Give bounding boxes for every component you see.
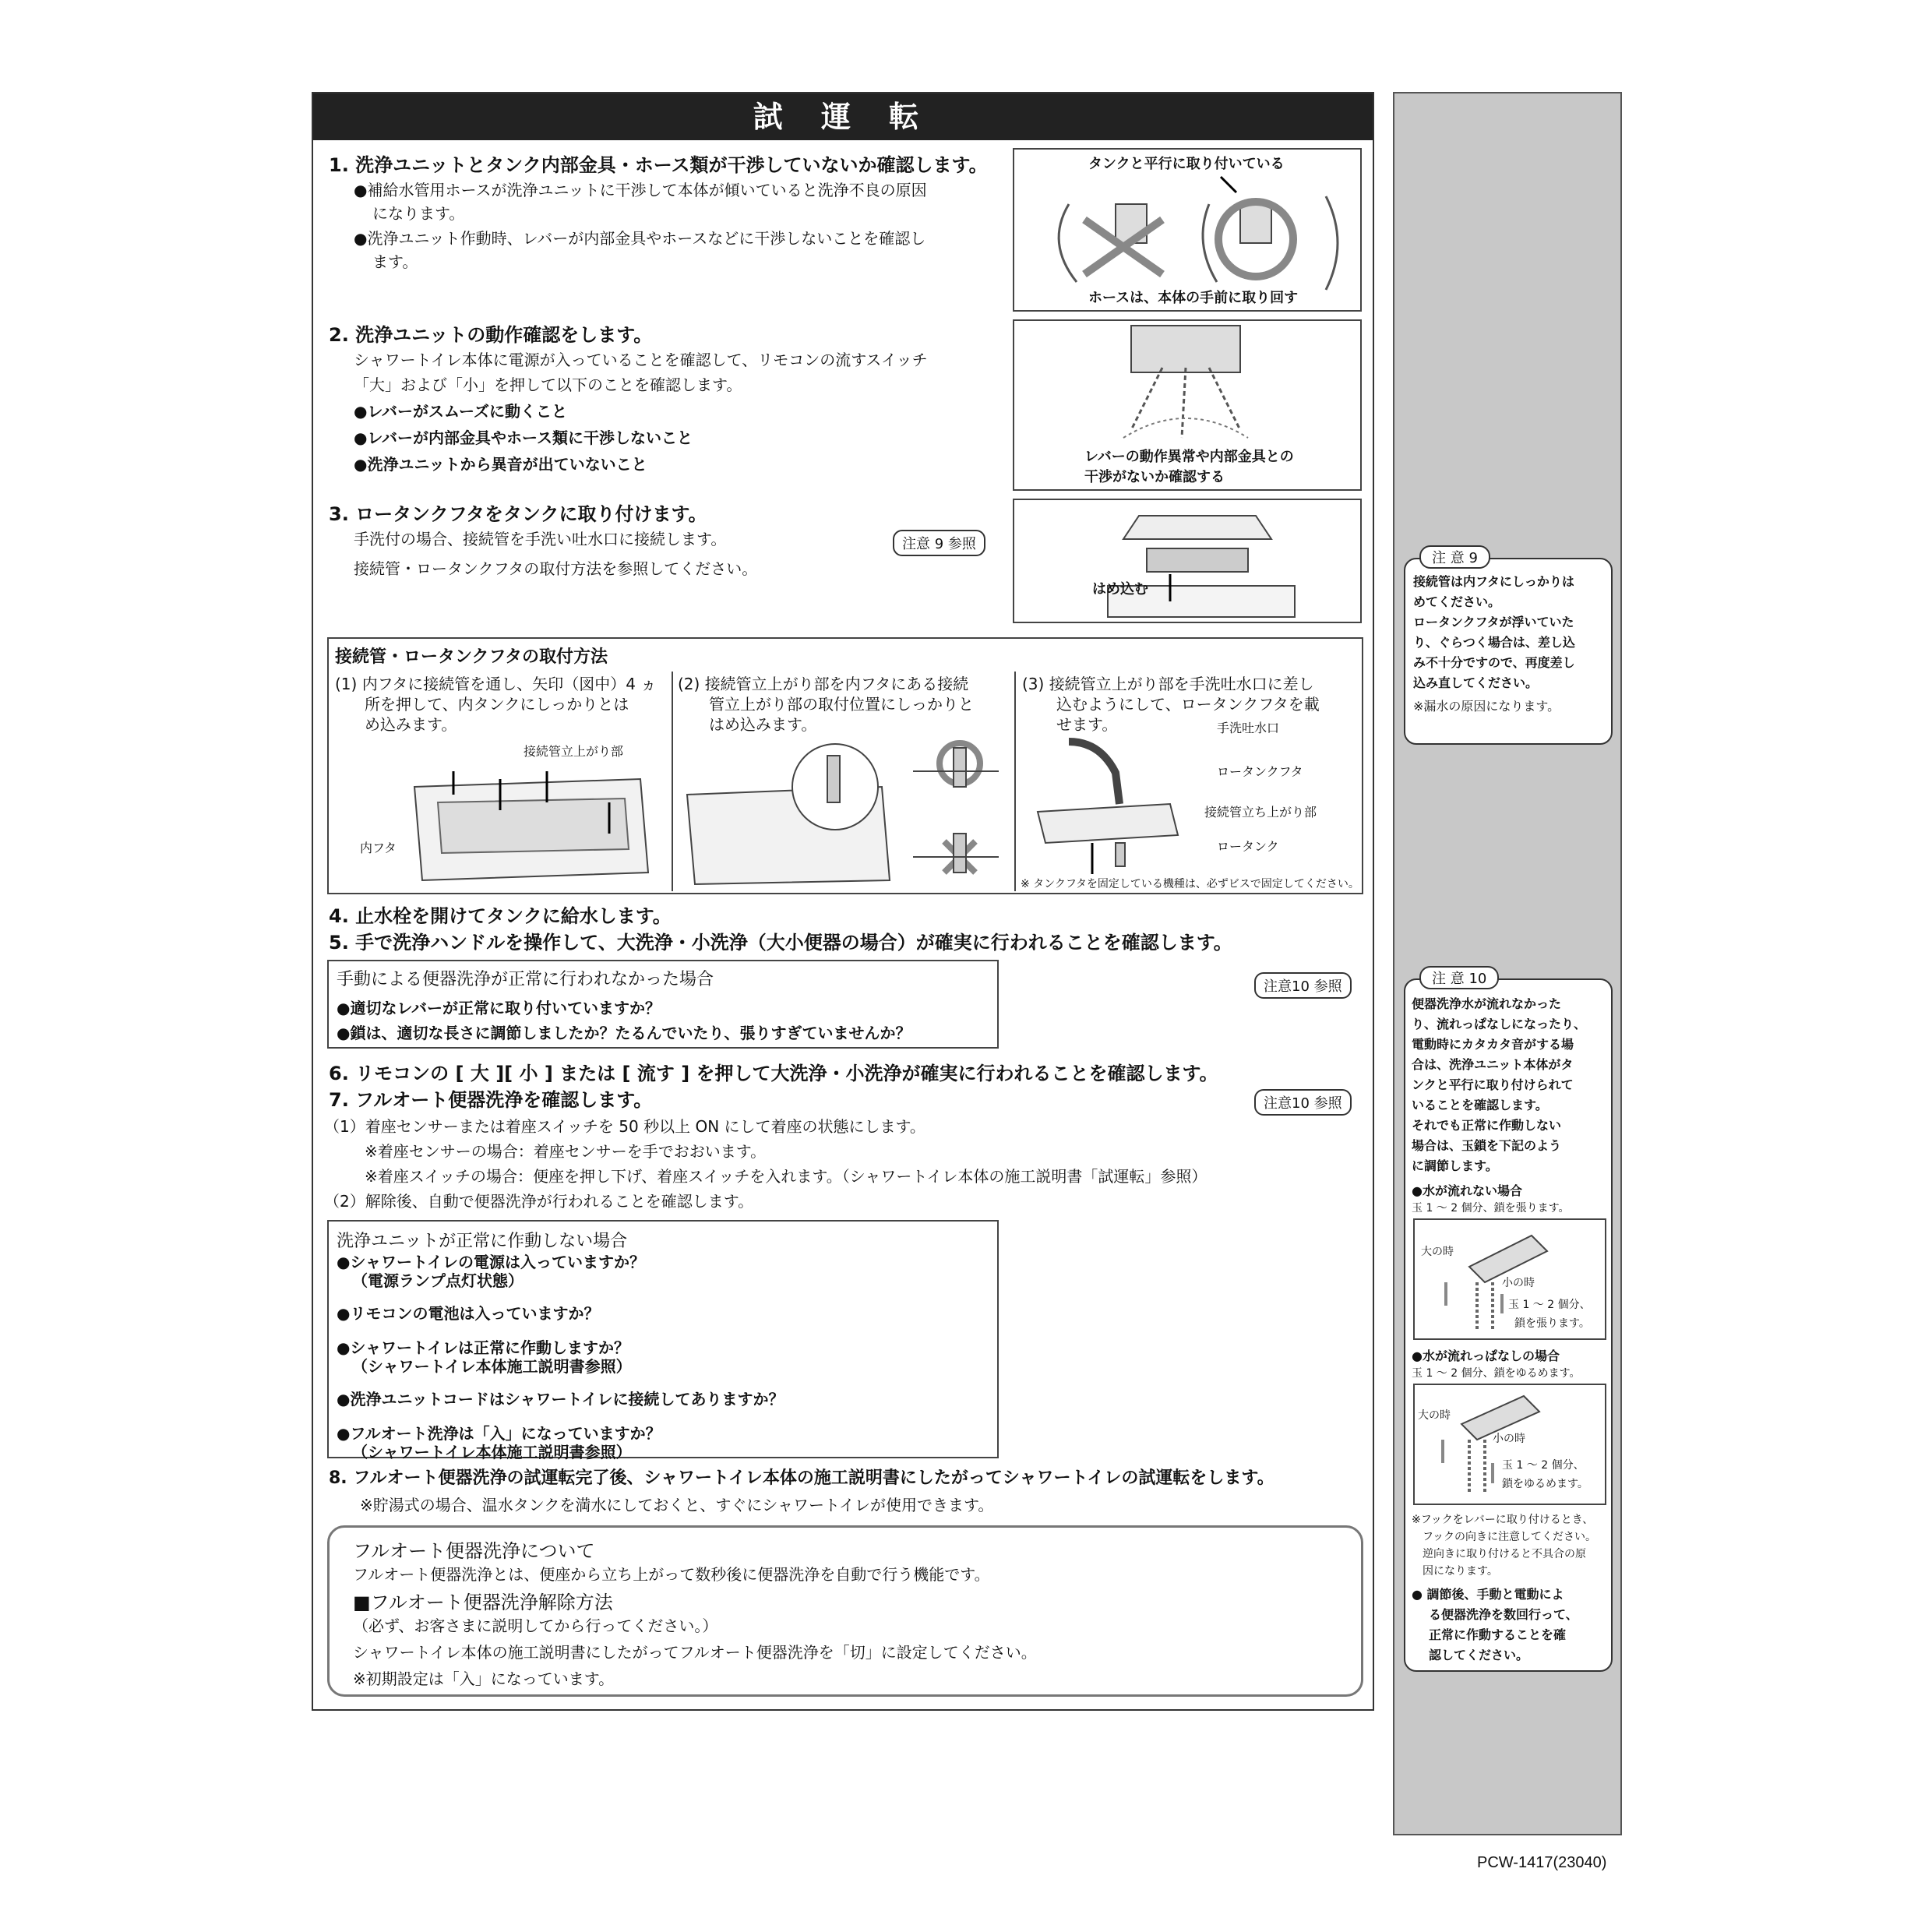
install-c3-line2: 込むようにして、ロータンクフタを載	[1056, 695, 1320, 714]
note10-end4: 認してください。	[1429, 1648, 1529, 1662]
note9-line6: 込み直してください。	[1413, 675, 1539, 690]
step7-ref-note10: 注意10 参照	[1254, 1089, 1352, 1116]
side-notes-column	[1393, 92, 1622, 1835]
note10-case2-title: ●水が流れっぱなしの場合	[1412, 1349, 1560, 1363]
fig-loosen-small: 小の時	[1493, 1433, 1525, 1445]
install-title: 接続管・ロータンクフタの取付方法	[335, 647, 608, 667]
step1-bullet1b: になります。	[372, 204, 465, 223]
note9-tag: 注 意 9	[1419, 545, 1490, 569]
note10-case1-sub: 玉 1 ～ 2 個分、鎖を張ります。	[1412, 1202, 1570, 1215]
unit-box-q1b: （電源ランプ点灯状態）	[352, 1271, 524, 1290]
manual-box-title: 手動による便器洗浄が正常に行われなかった場合	[337, 970, 714, 989]
fullauto-desc: フルオート便器洗浄とは、便座から立ち上がって数秒後に便器洗浄を自動で行う機能です。	[353, 1565, 990, 1584]
unit-box-q4: ●洗浄ユニットコードはシャワートイレに接続してありますか？	[337, 1390, 784, 1408]
step1-bullet2b: ます。	[372, 252, 418, 271]
note10-tag: 注 意 10	[1419, 966, 1499, 989]
unit-box-q1a: ●シャワートイレの電源は入っていますか？	[337, 1253, 646, 1271]
fig2-label1: レバーの動作異常や内部金具との	[1084, 449, 1294, 465]
fig3-label: はめ込む	[1092, 581, 1148, 598]
note10-fig-tighten	[1413, 1218, 1606, 1340]
install-c2-line3: はめ込みます。	[709, 715, 817, 734]
note10-footnote3: 逆向きに取り付けると不具合の原	[1423, 1548, 1586, 1560]
fig2-label2: 干渉がないか確認する	[1084, 469, 1225, 485]
note10-case2-sub: 玉 1 ～ 2 個分、鎖をゆるめます。	[1412, 1367, 1581, 1380]
manual-box-bullet1: ●適切なレバーが正常に取り付いていますか？	[337, 999, 661, 1017]
divider	[672, 672, 673, 891]
step2-bullet1: ●レバーがスムーズに動くこと	[354, 402, 568, 421]
note10-line8: 場合は、玉鎖を下記のよう	[1412, 1138, 1562, 1153]
note10-fig-loosen	[1413, 1384, 1606, 1505]
install-c3-line1: (3) 接続管立上がり部を手洗吐水口に差し	[1022, 675, 1314, 693]
note10-line9: に調節します。	[1412, 1158, 1498, 1173]
step2-heading: 2. 洗浄ユニットの動作確認をします。	[329, 324, 653, 346]
document-code: PCW-1417(23040)	[1477, 1854, 1607, 1871]
install-c3-label-riser: 接続管立ち上がり部	[1204, 805, 1317, 820]
install-c1-label-riser: 接続管立上がり部	[524, 744, 624, 759]
fig-loosen-big: 大の時	[1418, 1409, 1451, 1422]
unit-box-q2: ●リモコンの電池は入っていますか？	[337, 1304, 600, 1323]
fullauto-subtitle: ■フルオート便器洗浄解除方法	[353, 1592, 613, 1613]
note10-line2: り、流れっぱなしになったり、	[1412, 1017, 1587, 1031]
fig1-top-label: タンクと平行に取り付いている	[1088, 156, 1285, 172]
step3-para2: 接続管・ロータンクフタの取付方法を参照してください。	[354, 559, 758, 578]
fig-tighten-small: 小の時	[1502, 1277, 1535, 1289]
fig-tighten-big: 大の時	[1421, 1246, 1454, 1258]
step1-bullet1a: ●補給水管用ホースが洗浄ユニットに干渉して本体が傾いていると洗浄不良の原因	[354, 181, 927, 199]
install-c1-line2: 所を押して、内タンクにしっかりとは	[365, 695, 629, 714]
unit-box-q3a: ●シャワートイレは正常に作動しますか？	[337, 1338, 630, 1357]
step3-ref-note9: 注意 9 参照	[893, 530, 985, 556]
inner-lid-illustration	[407, 756, 656, 888]
step6-text: 6. リモコンの [ 大 ][ 小 ] または [ 流す ] を押して大洗浄・小洗浄が確実に行われることを確認します。	[329, 1063, 1218, 1084]
fullauto-info-box	[327, 1525, 1363, 1697]
note10-end1: ● 調節後、手動と電動によ	[1412, 1587, 1564, 1602]
step7-line1: （1）着座センサーまたは着座スイッチを 50 秒以上 ON にして着座の状態にします。	[324, 1117, 925, 1136]
install-footnote: ※ タンクフタを固定している機種は、必ずビスで固定してください。	[1021, 878, 1359, 890]
unit-box-title: 洗浄ユニットが正常に作動しない場合	[337, 1232, 628, 1251]
note10-end3: 正常に作動することを確	[1429, 1627, 1567, 1642]
install-c3-label-spout: 手洗吐水口	[1217, 721, 1280, 735]
unit-box-q3b: （シャワートイレ本体施工説明書参照）	[352, 1357, 632, 1376]
fullauto-title: フルオート便器洗浄について	[353, 1540, 595, 1562]
lid-fitting-illustration	[1014, 500, 1360, 622]
step5-text: 5. 手で洗浄ハンドルを操作して、大洗浄・小洗浄（大小便器の場合）が確実に行われることを確認します。	[329, 932, 1232, 954]
step1-figure	[1013, 148, 1362, 312]
tank-parallel-illustration	[1014, 150, 1360, 310]
step8-heading: 8. フルオート便器洗浄の試運転完了後、シャワートイレ本体の施工説明書にしたがってシャワートイレの試運転をします。	[329, 1468, 1274, 1488]
step7-line2: ※着座センサーの場合：着座センサーを手でおおいます。	[365, 1142, 767, 1161]
note10-end2: る便器洗浄を数回行って、	[1429, 1607, 1578, 1622]
fig1-bottom-label: ホースは、本体の手前に取り回す	[1088, 290, 1299, 306]
install-c3-label-lid: ロータンクフタ	[1217, 764, 1303, 779]
note10-case1-title: ●水が流れない場合	[1412, 1183, 1522, 1198]
step1-heading: 1. 洗浄ユニットとタンク内部金具・ホース類が干渉していないか確認します。	[329, 154, 988, 176]
note9-line4: り、ぐらつく場合は、差し込	[1413, 635, 1575, 650]
step3-heading: 3. ロータンクフタをタンクに取り付けます。	[329, 503, 707, 525]
divider	[1014, 672, 1016, 891]
install-c3-line3: せます。	[1056, 715, 1118, 734]
step2-bullet3: ●洗浄ユニットから異音が出ていないこと	[354, 455, 647, 474]
step3-figure	[1013, 499, 1362, 623]
install-c2-line2: 管立上がり部の取付位置にしっかりと	[709, 695, 974, 714]
install-c3-label-tank: ロータンク	[1217, 839, 1279, 854]
unit-malfunction-box	[327, 1220, 999, 1461]
note10-line4: 合は、洗浄ユニット本体がタ	[1412, 1057, 1574, 1072]
step2-bullet2: ●レバーが内部金具やホース類に干渉しないこと	[354, 428, 693, 447]
install-c2-line1: (2) 接続管立上がり部を内フタにある接続	[678, 675, 969, 693]
step4-text: 4. 止水栓を開けてタンクに給水します。	[329, 905, 672, 927]
fig-tighten-text2: 鎖を張ります。	[1514, 1317, 1590, 1330]
fig-tighten-text1: 玉 1 ～ 2 個分、	[1508, 1299, 1591, 1311]
note10-line7: それでも正常に作動しない	[1412, 1118, 1562, 1133]
note10-footnote1: ※フックをレバーに取り付けるとき、	[1412, 1514, 1594, 1526]
step1-bullet2a: ●洗浄ユニット作動時、レバーが内部金具やホースなどに干渉しないことを確認し	[354, 229, 926, 248]
note9-box	[1404, 558, 1613, 745]
fig-loosen-text2: 鎖をゆるめます。	[1502, 1478, 1588, 1490]
unit-box-q5a: ●フルオート洗浄は「入」になっていますか？	[337, 1424, 661, 1443]
manual-box-bullet2: ●鎖は、適切な長さに調節しましたか？たるんでいたり、張りすぎていませんか？	[337, 1024, 911, 1042]
step7-line4: （2）解除後、自動で便器洗浄が行われることを確認します。	[324, 1192, 754, 1211]
note9-line3: ロータンクフタが浮いていた	[1413, 615, 1574, 629]
main-panel	[312, 92, 1374, 1711]
install-c1-line3: め込みます。	[365, 715, 457, 734]
step7-heading: 7. フルオート便器洗浄を確認します。	[329, 1089, 653, 1111]
note9-line7: ※漏水の原因になります。	[1413, 699, 1560, 714]
riser-fitting-illustration	[679, 732, 1007, 888]
step3-para1: 手洗付の場合、接続管を手洗い吐水口に接続します。	[354, 530, 727, 548]
fullauto-line1: （必ず、お客さまに説明してから行ってください。）	[353, 1616, 718, 1635]
manual-ref-note10: 注意10 参照	[1254, 972, 1352, 999]
unit-box-q5b: （シャワートイレ本体施工説明書参照）	[352, 1443, 632, 1461]
fig-loosen-text1: 玉 1 ～ 2 個分、	[1502, 1459, 1585, 1472]
install-c1-line1: (1) 内フタに接続管を通し、矢印（図中）4 ヵ	[335, 675, 657, 693]
chain-loosen-illustration	[1415, 1385, 1605, 1504]
note10-box	[1404, 978, 1613, 1672]
step8-note: ※貯湯式の場合、温水タンクを満水にしておくと、すぐにシャワートイレが使用できます。	[360, 1496, 994, 1514]
step2-figure	[1013, 319, 1362, 491]
fullauto-line3: ※初期設定は「入」になっています。	[353, 1669, 615, 1688]
step2-para2: 「大」および「小」を押して以下のことを確認します。	[354, 375, 742, 394]
spout-lid-illustration	[1030, 726, 1201, 882]
note9-line1: 接続管は内フタにしっかりは	[1413, 574, 1574, 589]
page-title: 試 運 転	[313, 93, 1373, 140]
note10-line5: ンクと平行に取り付けられて	[1412, 1077, 1574, 1092]
chain-tighten-illustration	[1415, 1220, 1605, 1338]
note10-footnote2: フックの向きに注意してください。	[1423, 1531, 1597, 1543]
note10-line6: いることを確認します。	[1412, 1098, 1548, 1112]
install-method-box	[327, 637, 1363, 894]
note10-footnote4: 因になります。	[1423, 1565, 1498, 1578]
step2-para1: シャワートイレ本体に電源が入っていることを確認して、リモコンの流すスイッチ	[354, 351, 928, 369]
step7-line3: ※着座スイッチの場合：便座を押し下げ、着座スイッチを入れます。（シャワートイレ本体の施工説明書「試運転」参照）	[365, 1167, 1208, 1186]
note10-line3: 電動時にカタカタ音がする場	[1412, 1037, 1574, 1052]
note10-line1: 便器洗浄水が流れなかった	[1412, 996, 1562, 1011]
manual-flush-box	[327, 960, 999, 1049]
install-c1-label-innerlid: 内フタ	[360, 841, 397, 855]
fullauto-line2: シャワートイレ本体の施工説明書にしたがってフルオート便器洗浄を「切」に設定してください。	[353, 1643, 1037, 1662]
note9-line5: み不十分ですので、再度差し	[1413, 655, 1575, 670]
note9-line2: めてください。	[1413, 594, 1501, 609]
